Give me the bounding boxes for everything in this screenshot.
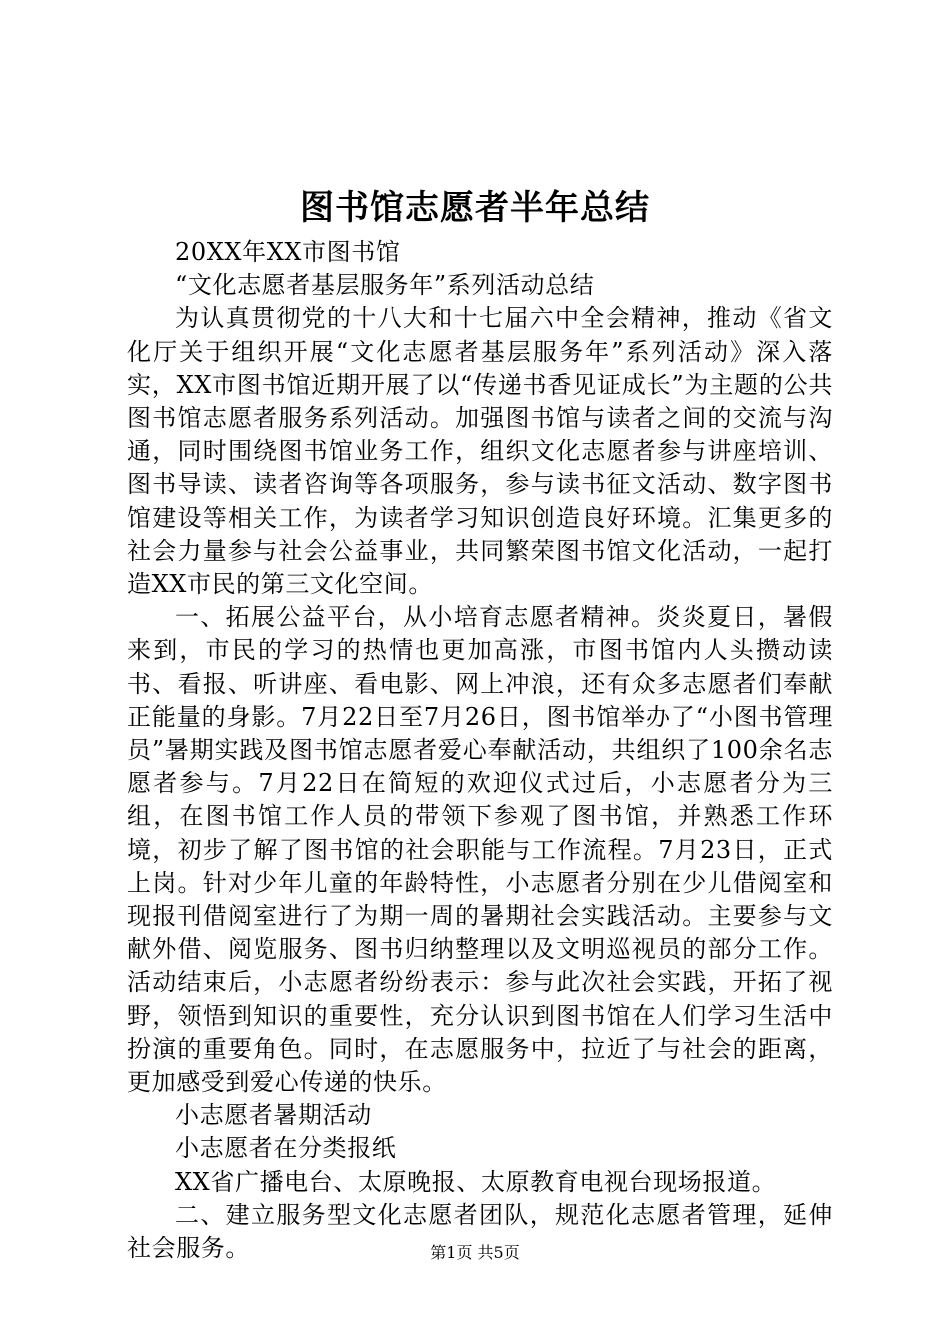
paragraph-intro: 为认真贯彻党的十八大和十七届六中全会精神，推动《省文化厅关于组织开展“文化志愿者基层服务年”系列活动》深入落实，XX市图书馆近期开展了以“传递书香见证成长”为主题的公共图书馆志愿者服务系列活动。加强图书馆与读者之间的交流与沟通，同时围绕图书馆业务工作，组织文化志愿者参与讲座培训、图书导读、读者咨询等各项服务，参与读书征文活动、数字图书馆建设等相关工作，为读者学习知识创造良好环境。汇集更多的社会力量参与社会公益事业，共同繁荣图书馆文化活动，一起打造XX市民的第三文化空间。	[127, 304, 833, 599]
paragraph-section-one: 一、拓展公益平台，从小培育志愿者精神。炎炎夏日，暑假来到，市民的学习的热情也更加高涨，市图书馆内人头攒动读书、看报、听讲座、看电影、网上冲浪，还有众多志愿者们奉献正能量的身影。7月22日至7月26日，图书馆举办了“小图书管理员”暑期实践及图书馆志愿者爱心奉献活动，共组织了100余名志愿者参与。7月22日在简短的欢迎仪式过后，小志愿者分为三组，在图书馆工作人员的带领下参观了图书馆，并熟悉工作环境，初步了解了图书馆的社会职能与工作流程。7月23日，正式上岗。针对少年儿童的年龄特性，小志愿者分别在少儿借阅室和现报刊借阅室进行了为期一周的暑期社会实践活动。主要参与文献外借、阅览服务、图书归纳整理以及文明巡视员的部分工作。活动结束后，小志愿者纷纷表示：参与此次社会实践，开拓了视野，领悟到知识的重要性，充分认识到图书馆在人们学习生活中扮演的重要角色。同时，在志愿服务中，拉近了与社会的距离，更加感受到爱心传递的快乐。	[127, 603, 833, 1097]
paragraph-caption-sorting: 小志愿者在分类报纸	[175, 1134, 397, 1163]
paragraph-media-report: XX省广播电台、太原晚报、太原教育电视台现场报道。	[175, 1167, 777, 1196]
page-footer	[0, 1242, 950, 1264]
document-title: 图书馆志愿者半年总结	[300, 188, 650, 228]
page-number-label: 第1页 共5页	[430, 1243, 520, 1262]
document-body	[127, 236, 833, 1265]
paragraph-year-library: 20XX年XX市图书馆	[175, 238, 401, 266]
paragraph-activity-heading: “文化志愿者基层服务年”系列活动总结	[175, 271, 595, 300]
paragraph-caption-summer: 小志愿者暑期活动	[175, 1101, 372, 1130]
paragraph-section-two: 二、建立服务型文化志愿者团队，规范化志愿者管理，延伸社会服务。	[127, 1200, 833, 1263]
